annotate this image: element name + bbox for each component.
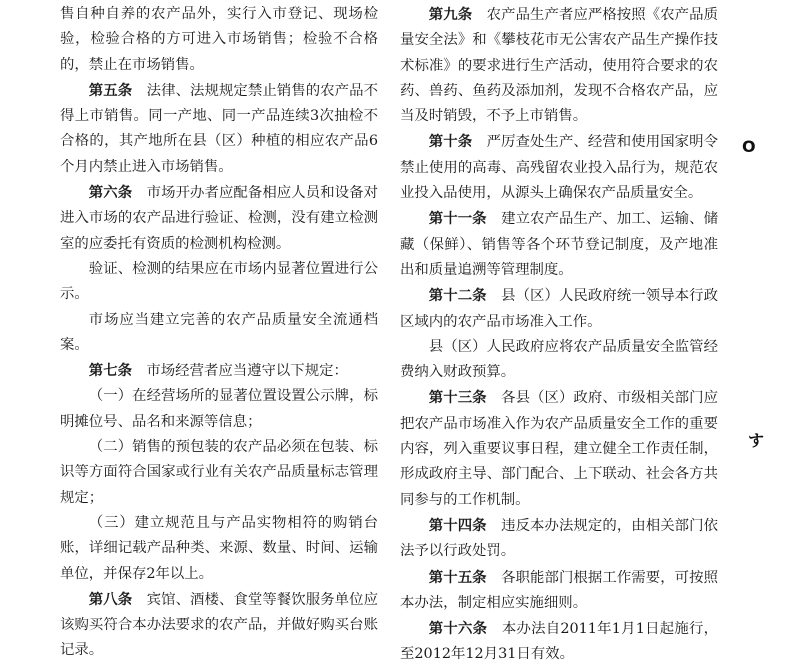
- margin-mark-k: す: [748, 431, 765, 450]
- paragraph-text: 违反本办法规定的，由相关部门依法予以行政处罚。: [400, 517, 718, 560]
- paragraph-text: 验证、检测的结果应在市场内显著位置进行公示。: [60, 260, 378, 303]
- paragraph: [60, 587, 378, 664]
- right-column: [400, 2, 718, 668]
- article-number: 第八条: [88, 590, 133, 608]
- paragraph-text: 各职能部门根据工作需要，可按照本办法，制定相应实施细则。: [400, 569, 718, 611]
- paragraph-text: 市场开办者应配备相应人员和设备对进入市场的农产品进行验证、检测，没有建立检测室的应委托有资质的检测机构检测。: [60, 185, 378, 252]
- paragraph: [400, 385, 718, 512]
- paragraph-text: （一）在经营场所的显著位置设置公示牌，标明摊位号、品名和来源等信息；: [60, 388, 378, 430]
- paragraph: [60, 78, 378, 180]
- article-number: 第十六条: [428, 620, 488, 638]
- paragraph: [60, 257, 378, 308]
- article-number: 第五条: [88, 81, 133, 99]
- paragraph: [400, 283, 718, 335]
- paragraph: [400, 129, 718, 206]
- article-number: 第十四条: [428, 516, 487, 534]
- paragraph: [60, 308, 378, 359]
- paragraph-text: 法律、法规规定禁止销售的农产品不得上市销售。同一产地、同一产品连续3次抽检不合格的，其产地所在县（区）种植的相应农产品6个月内禁止进入市场销售。: [60, 82, 378, 175]
- paragraph: [400, 2, 718, 129]
- margin-mark-o: O: [742, 137, 756, 156]
- paragraph-text: （三）建立规范且与产品实物相符的购销台账，详细记载产品种类、来源、数量、时间、运输单位，并保存2年以上。: [60, 514, 378, 582]
- paragraph: [60, 2, 378, 78]
- paragraph: [400, 513, 718, 565]
- paragraph-text: 县（区）人民政府统一领导本行政区域内的农产品市场准入工作。: [400, 288, 718, 330]
- article-number: 第十三条: [428, 389, 487, 407]
- paragraph-text: 市场应当建立完善的农产品质量安全流通档案。: [60, 311, 378, 353]
- paragraph: [400, 335, 718, 386]
- paragraph: [60, 180, 378, 257]
- paragraph: [400, 206, 718, 283]
- paragraph: [60, 358, 378, 384]
- paragraph-text: 县（区）人民政府应将农产品质量安全监管经费纳入财政预算。: [400, 338, 718, 381]
- paragraph-text: 售自种自养的农产品外，实行入市登记、现场检验，检验合格的方可进入市场销售；检验不合格的，禁止在市场销售。: [60, 6, 378, 73]
- article-number: 第六条: [88, 184, 133, 202]
- paragraph: [400, 616, 718, 668]
- article-number: 第七条: [88, 362, 132, 380]
- paragraph: [60, 384, 378, 435]
- paragraph-text: 各县（区）政府、市级相关部门应把农产品市场准入作为农产品质量安全工作的重要内容，列入重要议事日程，建立健全工作责任制，形成政府主导、部门配合、上下联动、社会各方共同参与的工作机制。: [400, 390, 718, 508]
- article-number: 第十二条: [428, 287, 487, 305]
- paragraph-text: （二）销售的预包装的农产品必须在包装、标识等方面符合国家或行业有关农产品质量标志管理规定；: [60, 439, 378, 506]
- paragraph-text: 农产品生产者应严格按照《农产品质量安全法》和《攀枝花市无公害农产品生产操作技术标准》的要求进行生产活动，使用符合要求的农药、兽药、鱼药及添加剂，发现不合格农产品，应当及时销毁，不予上市销售。: [400, 7, 718, 125]
- left-column: [60, 2, 378, 664]
- article-number: 第十一条: [428, 210, 487, 228]
- article-number: 第九条: [428, 6, 473, 23]
- article-number: 第十五条: [428, 568, 487, 586]
- paragraph-text: 宾馆、酒楼、食堂等餐饮服务单位应该购买符合本办法要求的农产品，并做好购买台账记录。: [60, 591, 378, 659]
- paragraph-text: 本办法自2011年1月1日起施行，至2012年12月31日有效。: [400, 621, 718, 663]
- paragraph-text: 严厉查处生产、经营和使用国家明令禁止使用的高毒、高残留农业投入品行为，规范农业投入品使用，从源头上确保农产品质量安全。: [400, 134, 718, 202]
- paragraph-text: 市场经营者应当遵守以下规定：: [146, 363, 348, 380]
- article-number: 第十条: [428, 133, 473, 151]
- paragraph: [60, 511, 378, 587]
- paragraph-text: 建立农产品生产、加工、运输、储藏（保鲜）、销售等各个环节登记制度，及产地准出和质量追溯等管理制度。: [400, 211, 718, 278]
- paragraph: [60, 435, 378, 511]
- paragraph: [400, 565, 718, 617]
